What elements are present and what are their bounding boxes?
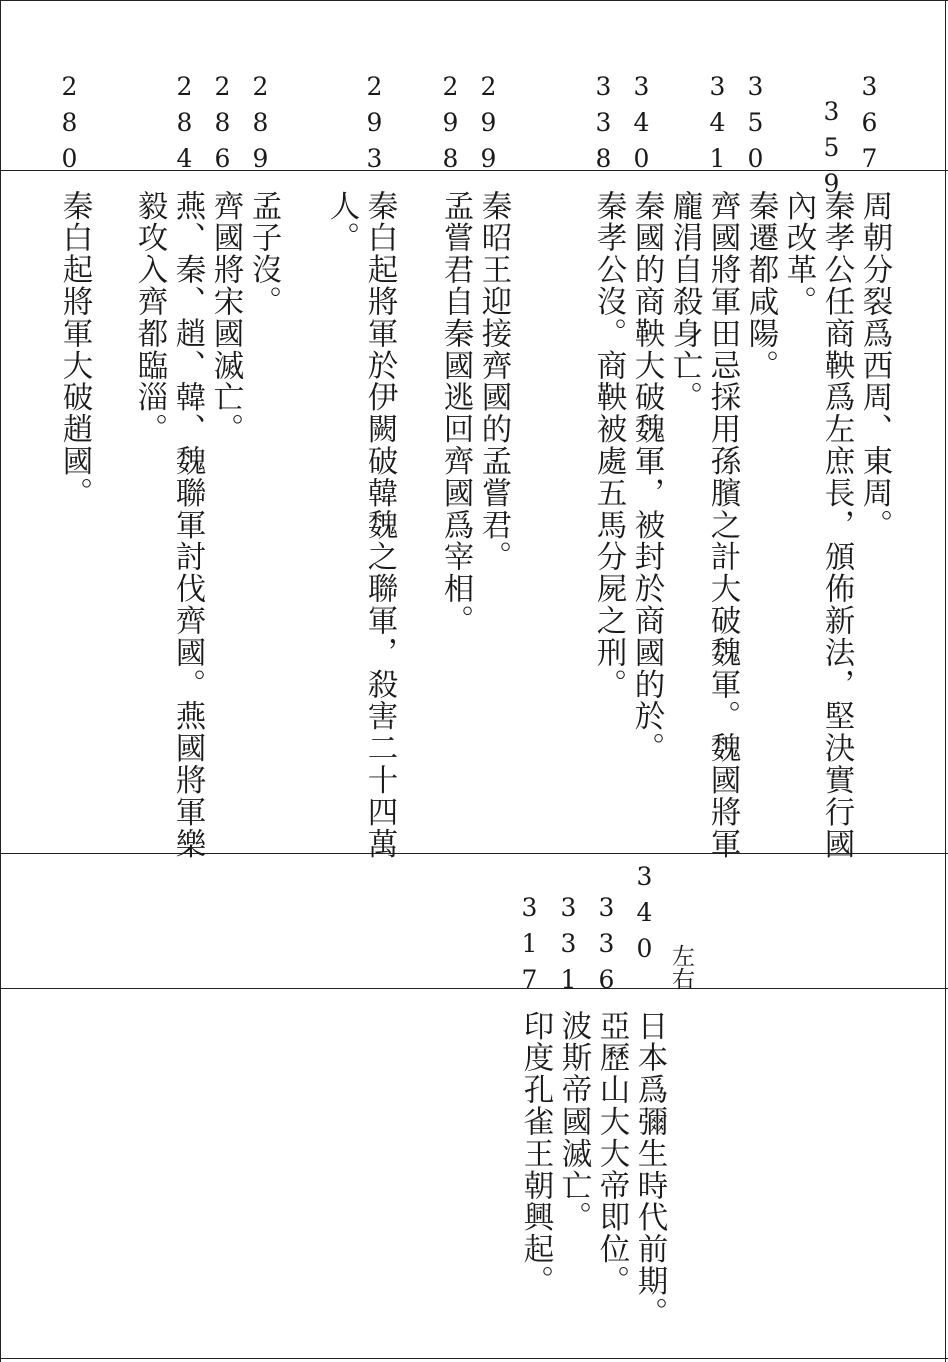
event-entry: 秦白起將軍大破趙國。 (57, 190, 92, 509)
event-entry: 日本爲彌生時代前期。 (632, 1010, 667, 1329)
year-label: 280 (55, 72, 84, 180)
year-label: 341 (703, 72, 732, 180)
bottom-rule (0, 1358, 948, 1359)
year-label: 340 (630, 862, 659, 970)
year-label: 293 (360, 72, 389, 180)
year-label: 338 (589, 72, 618, 180)
year-label: 286 (208, 72, 237, 180)
event-entry: 印度孔雀王朝興起。 (518, 1010, 553, 1298)
event-entry: 波斯帝國滅亡。 (556, 1010, 591, 1234)
year-label: 284 (170, 72, 199, 180)
event-entry: 秦白起將軍於伊闕破韓魏之聯軍，殺害二十四萬 人。 (324, 190, 397, 860)
event-entry: 孟子沒。 齊國將宋國滅亡。 燕、秦、趙、韓、魏聯軍討伐齊國。燕國將軍樂 毅攻入齊都臨淄。 (132, 190, 281, 860)
year-label: 350 (741, 72, 770, 180)
event-entry: 秦昭王迎接齊國的孟嘗君。 孟嘗君自秦國逃回齊國爲宰相。 (438, 190, 511, 637)
top-rule (0, 0, 948, 1)
world-year-rule (0, 988, 948, 989)
year-label: 359 (817, 97, 846, 205)
year-label: 299 (474, 72, 503, 180)
year-note: 左右 (668, 944, 694, 990)
year-label: 317 (515, 893, 544, 1001)
year-label: 340 (627, 72, 656, 180)
year-label: 367 (855, 72, 884, 180)
year-label: 336 (592, 893, 621, 1001)
year-label: 289 (246, 72, 275, 180)
year-label: 298 (436, 72, 465, 180)
event-entry: 秦遷都咸陽。 齊國將軍田忌採用孫臏之計大破魏軍。魏國將軍 龐涓自殺身亡。 (667, 190, 778, 860)
event-entry: 亞歷山大大帝即位。 (594, 1010, 629, 1298)
event-entry: 周朝分裂爲西周、東周。 秦孝公任商鞅爲左庶長，頒佈新法，堅決實行國 內改革。 (781, 190, 892, 860)
event-entry: 秦國的商鞅大破魏軍，被封於商國的於。 秦孝公沒。商鞅被處五馬分屍之刑。 (591, 190, 664, 765)
year-label: 331 (554, 893, 583, 1001)
